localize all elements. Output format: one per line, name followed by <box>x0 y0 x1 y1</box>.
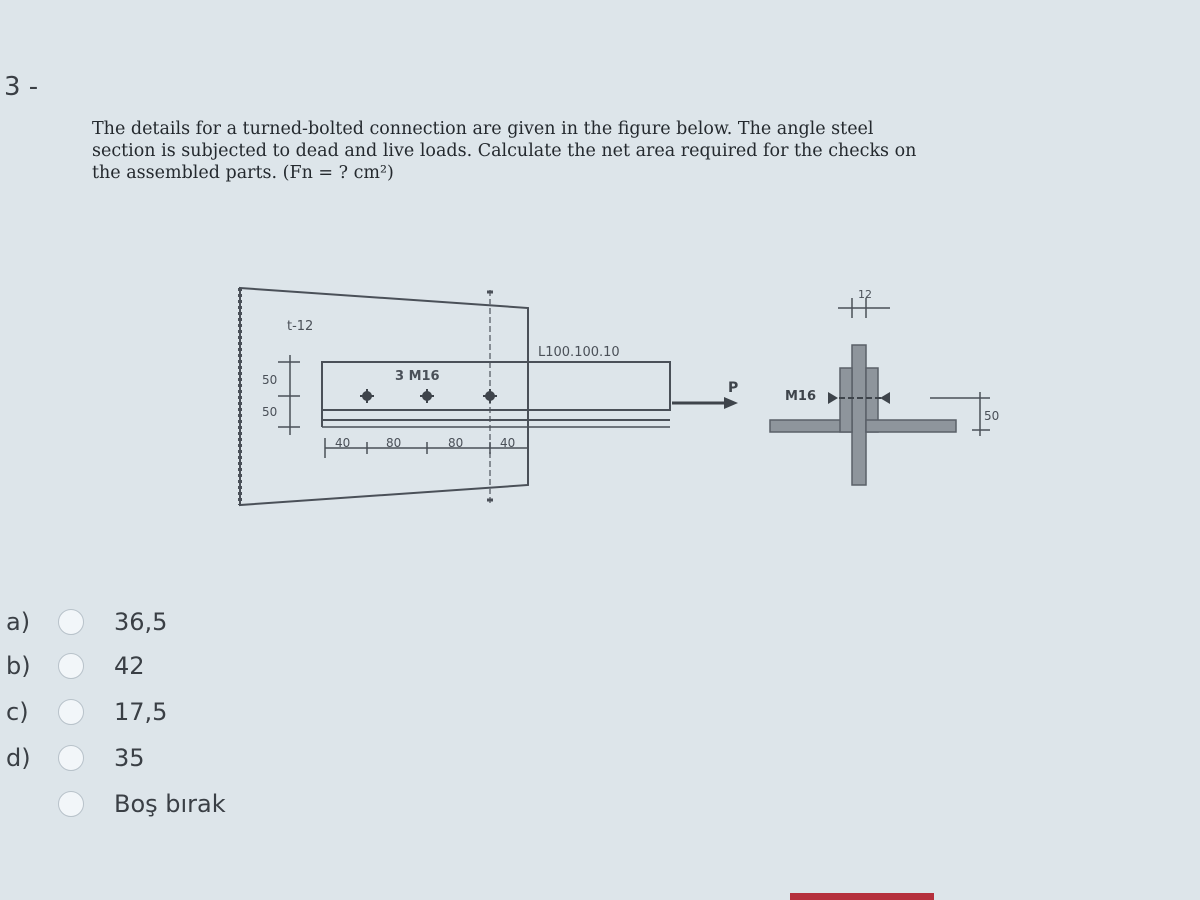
option-d[interactable] <box>0 738 300 778</box>
plate-label: t-12 <box>287 319 314 334</box>
option-letter: d) <box>6 744 31 772</box>
bolts-label: 3 M16 <box>395 369 440 384</box>
option-label: 36,5 <box>114 608 168 636</box>
option-letter: a) <box>6 608 31 636</box>
option-label: 42 <box>114 652 145 680</box>
question-line-1: The details for a turned-bolted connection are given in the figure below. The angle steel <box>92 119 874 139</box>
option-leave-blank[interactable] <box>0 784 300 824</box>
dim-left-bottom: 50 <box>262 405 278 419</box>
question-line-3: the assembled parts. (Fn = ? cm²) <box>92 163 394 183</box>
bolt-1 <box>360 389 374 403</box>
dim-left-top: 50 <box>262 373 278 387</box>
section-dim-right: 50 <box>984 409 1000 423</box>
option-label: Boş bırak <box>114 790 226 818</box>
section-plate <box>852 345 866 485</box>
question-number: 3 - <box>4 72 39 102</box>
option-c[interactable] <box>0 692 300 732</box>
option-radio[interactable] <box>58 609 84 635</box>
angle-member <box>322 362 670 410</box>
option-letter: b) <box>6 652 31 680</box>
question-line-2: section is subjected to dead and live loads. Calculate the net area required for the checks on <box>92 141 917 161</box>
option-radio[interactable] <box>58 653 84 679</box>
load-label: P <box>728 380 739 396</box>
section-angle-left-vert <box>840 368 852 432</box>
section-thickness: 12 <box>858 288 872 301</box>
angle-label: L100.100.10 <box>538 345 620 360</box>
bolt-3 <box>483 389 497 403</box>
option-a[interactable] <box>0 602 300 642</box>
dim-spacing-1: 40 <box>335 436 351 450</box>
section-bolt-label: M16 <box>785 389 817 404</box>
bottom-accent-bar <box>790 893 934 900</box>
dim-spacing-4: 40 <box>500 436 516 450</box>
option-letter: c) <box>6 698 29 726</box>
section-angle-right-leg <box>866 420 956 432</box>
option-b[interactable] <box>0 646 300 686</box>
dim-spacing-2: 80 <box>386 436 402 450</box>
bolt-2 <box>420 389 434 403</box>
option-radio[interactable] <box>58 745 84 771</box>
option-label: 35 <box>114 744 145 772</box>
option-label: 17,5 <box>114 698 168 726</box>
option-radio[interactable] <box>58 699 84 725</box>
option-radio[interactable] <box>58 791 84 817</box>
dim-spacing-3: 80 <box>448 436 464 450</box>
